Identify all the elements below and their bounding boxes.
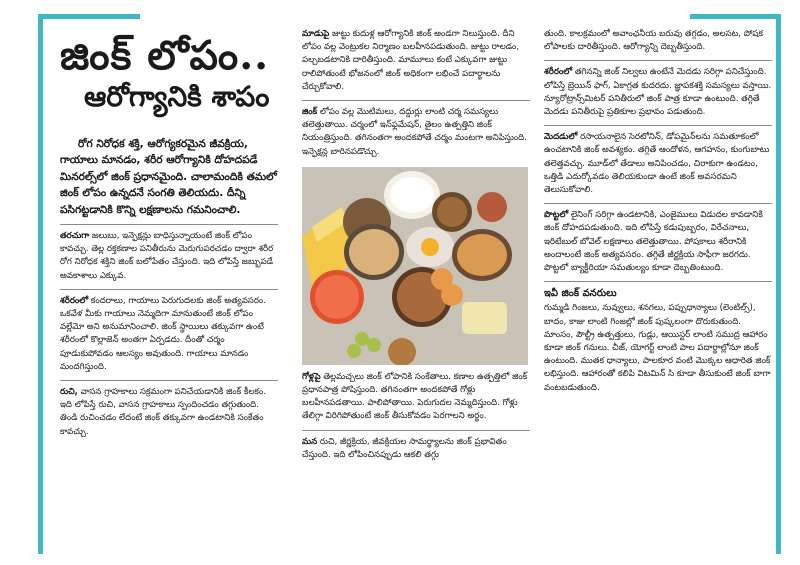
article-paragraph: జింక్ లోపం వల్ల మొటిమలు, దద్దుర్లు లాంటి చర్మ సమస్యలు తలెత్తుతాయి. చర్మంలో ఇన్‌ఫ్లమేషన్, తైలం ఉత్పత్తిని జింక్ నియంత్రిస్తుంది. తగినంతగా అందకపోతే చర్మం మంటగా అనిపిస్తుంది. ఇన్ఫెక్షన్ల బారినపడొచ్చు. — [302, 107, 527, 157]
article-paragraph: గోళ్లపై తెల్లమచ్చలు జింక్ లోపానికి సంకేతాలు. కణాల ఉత్పత్తిలో జింక్ ప్రధానపాత్ర పోషిస్తుంది. తగినంతగా అందకపోతే గోళ్లు బలహీనపడతాయి. పాలిపోతాయి. పెరుగుదల నెమ్మదిస్తుంది. గోళ్లు తేలిగ్గా విరిగిపోతుంటే జింక్ తీసుకోవడం పెరగాలని అర్థం. — [302, 371, 528, 422]
article-paragraph: శరీరంలో కందరాలు, గాయాలు పెరుగుదలకు జింక్ అత్యవసరం. ఒకవేళ మీకు గాయాలు నెమ్మదిగా మానుతుంటే జింక్ లోపం వల్లేమో అని అనుమానించాలి. జింక్ స్థాయిలు తక్కువగా ఉంటే శరీరంలో కొల్లాజెన్ అంతగా ఏర్పడదు. దీంతో చర్మం పూడుకుపోవడం ఆలస్యం అవుతుంది. గాయాలు మానడం మందగిస్తుంది. — [60, 295, 267, 372]
divider — [544, 125, 772, 126]
divider — [60, 380, 278, 381]
zinc-sources-heading: ఇవీ జింక్ వనరులు — [544, 288, 617, 300]
column-2 — [302, 28, 530, 462]
divider — [60, 224, 278, 225]
column-1 — [60, 28, 278, 439]
article-paragraph: తుంది. కాలక్రమంలో అవాంఛనీయ బరువు తగ్గడం, అలసట, పోషక లోపాలకు దారితీస్తుంది. ఆరోగ్యాన్ని దెబ్బతీస్తుంది. — [544, 29, 764, 53]
article-paragraph: రుచి, వాసన గ్రాహకాలు సక్రమంగా పనిచేయడానికి జింక్ కీలకం. ఇది లోపిస్తే రుచి, వాసన గ్రాహకాలు స్పందించడం తగ్గుతుంది. తిండి రుచించడం లేదంటే జింక్ తక్కువగా ఉండటానికి సంకేతం కావచ్చు. — [60, 387, 267, 437]
frame-accent-right — [776, 14, 781, 554]
column-3 — [544, 28, 772, 395]
headline-line-1: జింక్ లోపం.. — [60, 32, 270, 79]
lead-paragraph: రోగ నిరోధక శక్తి, ఆరోగ్యకరమైన జీవక్రియ, గాయాలు మానడం, శరీర ఆరోగ్యానికి దోహదపడే మినరల్స్‌లో జింక్ ప్రధానమైంది. చాలామందికి తమలో జింక్ లోపం ఉన్నదనే సంగతి తెలియదు. దీన్ని పసిగట్టడానికి కొన్ని లక్షణాలను గమనించాలి. — [60, 138, 277, 216]
article-paragraph: మాడుపై జుట్టు కుదుళ్ల ఆరోగ్యానికి జింక్ అండగా నిలుస్తుంది. దీని లోపం వల్ల వెంట్రుకల నిర్మాణం బలహీనపడుతుంది. జుట్టు రాలడం, పల్చబడటానికి దారితీస్తుంది. మామూలు కంటే ఎక్కువగా జుట్టు రాలిపోతుంటే భోజనంలో జింక్ అధికంగా లభించే పదార్థాలను చేర్చుకోవాలి. — [302, 29, 520, 92]
article-paragraph: మన రుచి, జీర్ణక్రియ, జీవక్రియల సామర్థ్యాలను జింక్ ప్రభావితం చేస్తుంది. ఇది లోపించినప్పుడు ఆకలి తగ్గు — [302, 436, 507, 460]
article-paragraph: తరచుగా జలుబు, ఇన్ఫెక్షన్లు బాధిస్తున్నాయంటే జింక్ లోపం కావచ్చు. తెల్ల రక్తకణాల పనితీరును మెరుగుపరచడం ద్వారా శరీర రోగ నిరోధక శక్తిని జింక్ బలోపేతం చేస్తుంది. ఇది లోపిస్తే జబ్బుపడే అవకాశాలు ఎక్కువ. — [60, 231, 274, 281]
divider — [544, 203, 772, 204]
divider — [60, 289, 278, 290]
frame-accent-left — [38, 14, 43, 554]
zinc-sources-text: గుమ్మడి గింజలు, నువ్వులు, శనగలు, పప్పుధాన్యాలు (లెంటిల్స్), బాదం, కాజు లాంటి గింజల్లో జింక్ పుష్కలంగా దొరుకుతుంది. మాంసం, పౌల్ట్రీ ఉత్పత్తులు, గుడ్లు, ఆయిస్టర్ లాంటి సముద్ర ఆహారం కూడా జింక్ గనులు. చీజ్, యోగర్ట్ లాంటి పాల పదార్థాల్లోనూ జింక్ ఉంటుంది. ముతక ధాన్యాలు, పాలకూర వంటి మొక్కల ఆధారిత జింక్ లభిస్తుంది. ఆహారంతో కలిపి విటమిన్ సి కూడా తీసుకుంటే జింక్ బాగా వంటబడుతుంది. — [544, 303, 771, 393]
zinc-foods-photo — [302, 167, 528, 365]
divider — [302, 100, 530, 101]
article-paragraph: మెదడులో రసాయనాలైన సెరటోనిన్, డోపమైన్‌లను సమతూకంలో ఉంచటానికి జింక్ అవశ్యకం. తగ్గితే ఆందోళన, ఆగహనం, కుంగుబాటు తలెత్తవచ్చు. మూడ్‌లో తేడాలు అనిపించడం, చిరాకుగా ఉండటం, ఒత్తిడి ఎదుర్కోవడం తెలియకుండా ఉంటే జింక్ అవసరమని తెలుసుకోవాలి. — [544, 132, 770, 196]
headline-line-2: ఆరోగ్యానికి శాపం — [84, 80, 270, 113]
frame-accent-top-left — [38, 14, 140, 19]
divider — [302, 430, 530, 431]
divider — [544, 281, 772, 282]
article-paragraph: శరీరంలో తగినన్ని జింక్ నిల్వలు ఉంటేనే మెదడు సరిగ్గా పనిచేస్తుంది. లోపిస్తే బ్రెయిన్ ఫాగ్, ఏకాగ్రత కుదరదు. జ్ఞాపకశక్తి సమస్యలు వస్తాయి. న్యూరోట్రాన్స్‌మిటర్ పనితీరులో జింక్ పాత్ర కూడా ఉంటుంది. తగ్గితే మెదడు పనితీరుపై ప్రతికూల ప్రభావం పడుతుంది. — [544, 67, 772, 118]
divider — [544, 60, 772, 61]
article-paragraph: పొట్టలో లైనింగ్ సరిగ్గా ఉండటానికి, ఎంజైములు విడుదల కావడానికి జింక్ దోహదపడుతుంది. ఇది లోపిస్తే కడుపుబ్బరం, విరేచనాలు, ఇరిటేబుల్ బోవెల్ లక్షణాలు తలెత్తుతాయి. పోషకాలు శరీరానికి అందాలంటే జింక్ అత్యవసరం. తగ్గితే జీర్ణక్రియ సాఫీగా జరగదు. పొట్టలో బ్యాక్టీరియా సమతుల్యం కూడా దెబ్బతింటుంది. — [544, 210, 763, 274]
frame-accent-top-right — [690, 14, 780, 19]
